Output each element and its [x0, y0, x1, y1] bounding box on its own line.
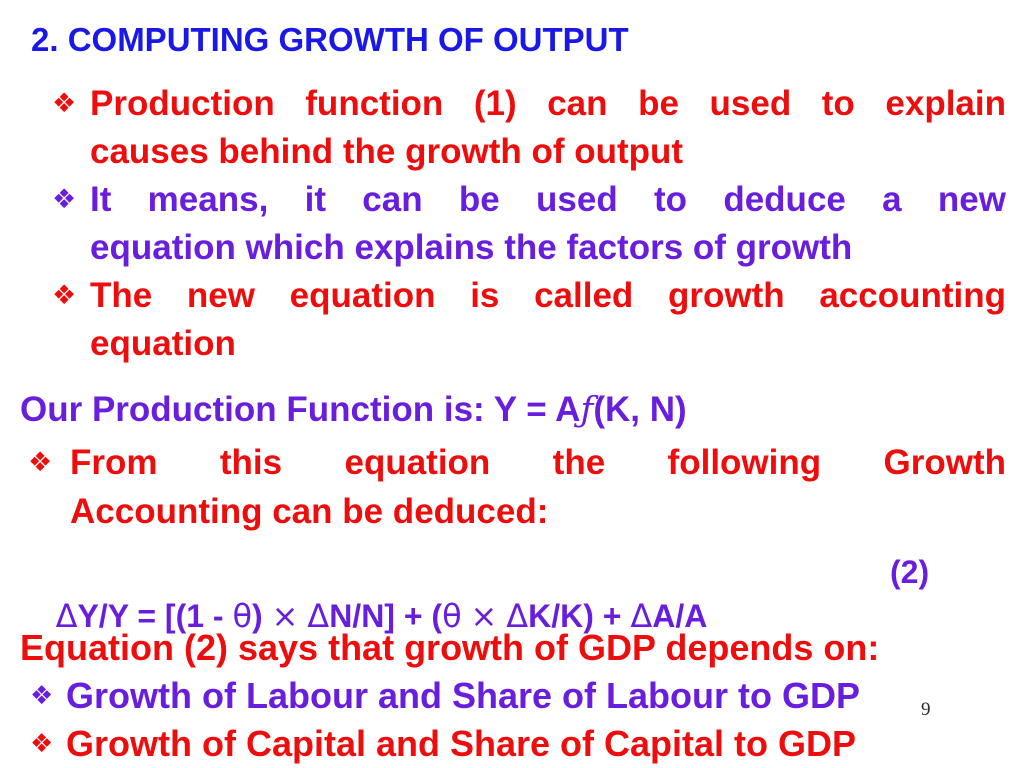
italic-f-symbol: ƒ	[580, 390, 594, 430]
slide-title: 2. COMPUTING GROWTH OF OUTPUT	[31, 21, 629, 58]
delta-symbol: Δ	[307, 597, 330, 635]
bullet-item	[30, 720, 1022, 768]
diamond-bullet-icon: ❖	[52, 280, 77, 311]
bullet-line: The new equation is called growth accounting	[90, 276, 1006, 315]
delta-symbol: Δ	[506, 597, 529, 635]
equation-part: A/A	[652, 598, 708, 634]
bullet-label: Growth of Labour and Share of Labour to GDP	[66, 675, 860, 716]
bullet-line: Production function (1) can be used to explain	[90, 84, 1006, 123]
equation-part: Y/Y = [(1 -	[77, 598, 233, 634]
bullet-item	[52, 176, 1006, 272]
bullet-line: causes behind the growth of output	[90, 132, 684, 171]
production-function-suffix: (K, N)	[593, 390, 687, 429]
diamond-bullet-icon: ❖	[52, 184, 77, 215]
production-function-prefix: Our Production Function is: Y = A	[20, 390, 581, 429]
bullet-line: equation	[90, 324, 236, 363]
equation-part: K/K) +	[528, 598, 631, 634]
diamond-bullet-icon: ❖	[30, 681, 54, 711]
bullet-item	[30, 672, 1022, 720]
from-equation-bullet	[28, 438, 1006, 536]
bullet-item	[52, 80, 1006, 176]
page-number: 9	[921, 699, 931, 720]
bullet-label: Growth of Capital and Share of Capital to GDP	[66, 723, 857, 764]
equation-says-line: Equation (2) says that growth of GDP depends on:	[20, 627, 880, 668]
diamond-bullet-icon: ❖	[28, 447, 53, 478]
equation-part: )	[252, 598, 272, 634]
bullet-line: equation which explains the factors of growth	[90, 228, 853, 267]
theta-symbol: θ	[232, 597, 253, 635]
times-symbol: ×	[470, 597, 498, 635]
bullet-item	[52, 272, 1006, 368]
delta-symbol: Δ	[630, 597, 653, 635]
bottom-bullet-list	[30, 672, 1022, 768]
production-function-heading	[20, 388, 687, 432]
top-bullet-list	[52, 80, 1006, 368]
equation-part: N/N] + (	[329, 598, 443, 634]
bullet-line: Accounting can be deduced:	[70, 492, 549, 531]
times-symbol: ×	[271, 597, 299, 635]
bullet-line: It means, it can be used to deduce a new	[90, 180, 1006, 219]
diamond-bullet-icon: ❖	[52, 88, 77, 119]
delta-symbol: Δ	[55, 597, 78, 635]
equation-number: (2)	[890, 554, 930, 590]
diamond-bullet-icon: ❖	[30, 729, 54, 759]
theta-symbol: θ	[442, 597, 462, 635]
bullet-line: From this equation the following Growth	[70, 443, 1006, 482]
